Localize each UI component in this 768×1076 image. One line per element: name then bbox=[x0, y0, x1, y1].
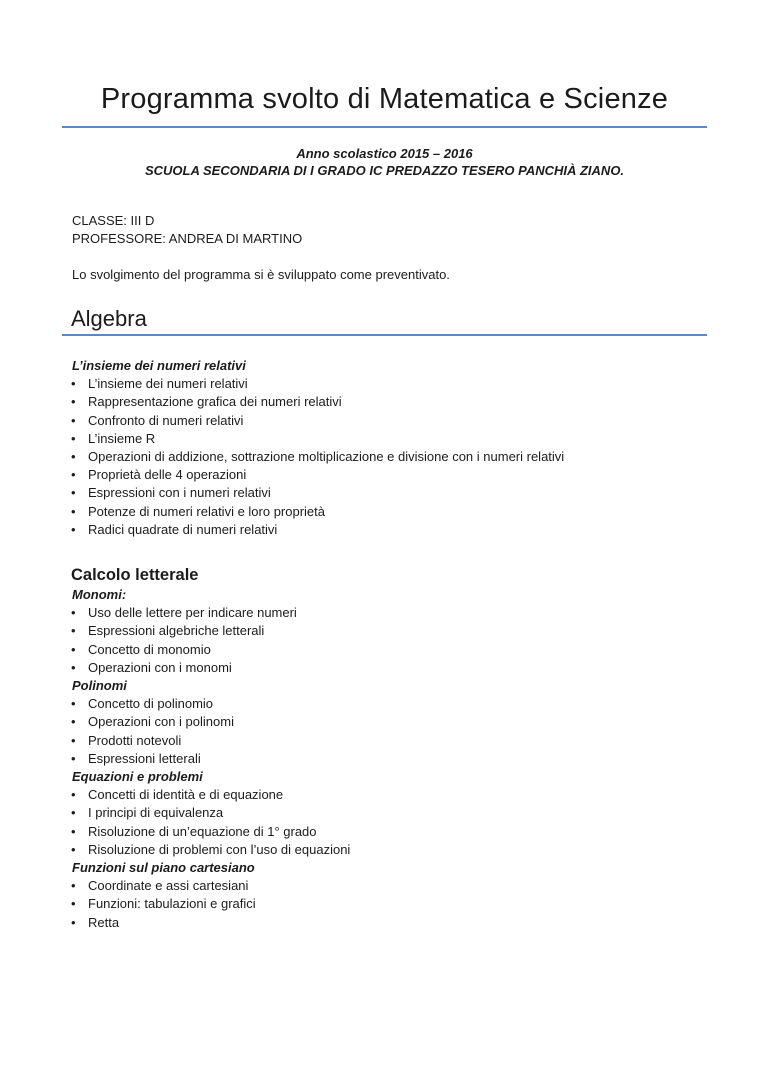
subsection-title: Calcolo letterale bbox=[71, 566, 199, 585]
list-item: • I principi di equivalenza bbox=[62, 804, 707, 822]
bullet-list bbox=[62, 695, 707, 768]
list-item: • Funzioni: tabulazioni e grafici bbox=[62, 895, 707, 913]
list-item: • Proprietà delle 4 operazioni bbox=[62, 466, 707, 484]
meta-block bbox=[62, 212, 707, 248]
list-item: • Uso delle lettere per indicare numeri bbox=[62, 604, 707, 622]
subsection-title: Funzioni sul piano cartesiano bbox=[72, 860, 255, 876]
list-item: • Concetti di identità e di equazione bbox=[62, 786, 707, 804]
list-item: • Operazioni con i polinomi bbox=[62, 713, 707, 731]
school-year-line: Anno scolastico 2015 – 2016 bbox=[296, 146, 473, 161]
list-item: • Rappresentazione grafica dei numeri relativi bbox=[62, 393, 707, 411]
list-item: • L’insieme R bbox=[62, 430, 707, 448]
list-item: • Concetto di polinomio bbox=[62, 695, 707, 713]
list-item: • Espressioni con i numeri relativi bbox=[62, 484, 707, 502]
list-item: • L’insieme dei numeri relativi bbox=[62, 375, 707, 393]
subsection-title: Monomi: bbox=[72, 587, 127, 603]
intro-paragraph: Lo svolgimento del programma si è sviluppato come preventivato. bbox=[72, 267, 450, 282]
bullet-list bbox=[62, 877, 707, 932]
subsection-title: Polinomi bbox=[72, 678, 127, 694]
list-item: • Concetto di monomio bbox=[62, 641, 707, 659]
school-name-line: SCUOLA SECONDARIA DI I GRADO IC PREDAZZO TESERO PANCHIÀ ZIANO. bbox=[144, 163, 625, 178]
list-item: • Potenze di numeri relativi e loro proprietà bbox=[62, 503, 707, 521]
list-item: • Espressioni letterali bbox=[62, 750, 707, 768]
list-item: • Risoluzione di problemi con l’uso di equazioni bbox=[62, 841, 707, 859]
list-item: • Operazioni con i monomi bbox=[62, 659, 707, 677]
page-title: Programma svolto di Matematica e Scienze bbox=[62, 82, 707, 128]
class-line: CLASSE: III D bbox=[72, 213, 155, 228]
list-item: • Operazioni di addizione, sottrazione moltiplicazione e divisione con i numeri relativi bbox=[62, 448, 707, 466]
subsection-title: Equazioni e problemi bbox=[72, 769, 203, 785]
bullet-list bbox=[62, 604, 707, 677]
list-item: • Retta bbox=[62, 914, 707, 932]
document-page bbox=[0, 82, 768, 1076]
bullet-list bbox=[62, 375, 707, 539]
section-content bbox=[62, 357, 707, 932]
list-item: • Prodotti notevoli bbox=[62, 732, 707, 750]
list-item: • Coordinate e assi cartesiani bbox=[62, 877, 707, 895]
list-item: • Radici quadrate di numeri relativi bbox=[62, 521, 707, 539]
subtitle-block bbox=[62, 145, 707, 179]
list-item: • Espressioni algebriche letterali bbox=[62, 622, 707, 640]
subsection-title: L’insieme dei numeri relativi bbox=[72, 358, 246, 373]
bullet-list bbox=[62, 786, 707, 859]
list-item: • Risoluzione di un’equazione di 1° grado bbox=[62, 823, 707, 841]
list-item: • Confronto di numeri relativi bbox=[62, 412, 707, 430]
professor-line: PROFESSORE: ANDREA DI MARTINO bbox=[72, 231, 303, 246]
section-heading-algebra: Algebra bbox=[62, 305, 707, 336]
